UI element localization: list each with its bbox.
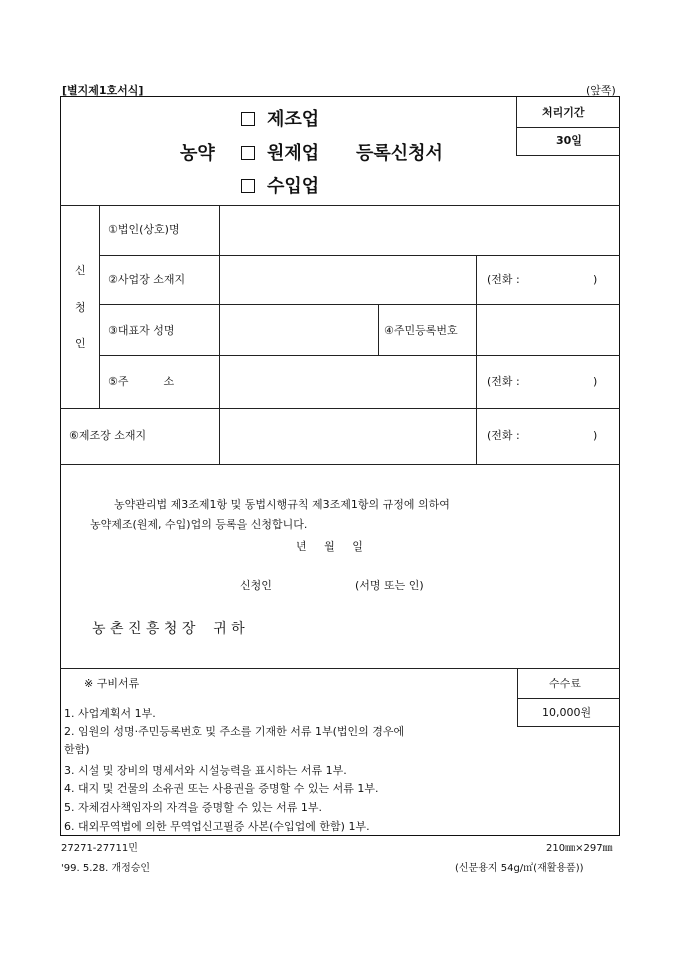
document-item-6: 6. 대외무역법에 의한 무역업신고필증 사본(수입업에 한함) 1부. xyxy=(64,820,370,833)
corp-name-label: ①법인(상호)명 xyxy=(108,223,180,236)
address-phone-label: (전화 : xyxy=(487,375,520,388)
applicant-side-3: 인 xyxy=(75,337,86,350)
document-item-3: 3. 시설 및 장비의 명세서와 시설능력을 표시하는 서류 1부. xyxy=(64,764,347,777)
address-label: ⑤주 소 xyxy=(108,375,175,388)
rep-name-field[interactable] xyxy=(220,305,377,354)
business-phone-close: ) xyxy=(593,273,598,286)
document-item-2: 2. 임원의 성명·주민등록번호 및 주소를 기재한 서류 1부(법인의 경우에 xyxy=(64,725,405,738)
processing-value: 30일 xyxy=(556,134,582,147)
paper-spec: (신문용지 54g/㎡(재활용품)) xyxy=(455,863,584,874)
factory-location-label: ⑥제조장 소재지 xyxy=(69,429,147,442)
factory-phone-close: ) xyxy=(593,429,598,442)
option-import[interactable]: 수입업 xyxy=(241,176,319,198)
checkbox-manufacture[interactable] xyxy=(241,112,255,126)
factory-phone-field[interactable] xyxy=(530,420,588,448)
business-phone-label: (전화 : xyxy=(487,273,520,286)
address-field[interactable] xyxy=(220,356,475,407)
address-phone-field[interactable] xyxy=(530,366,588,394)
rep-name-label: ③대표자 성명 xyxy=(108,324,175,337)
business-address-field[interactable] xyxy=(220,256,475,303)
business-phone-field[interactable] xyxy=(530,266,588,292)
corp-name-field[interactable] xyxy=(220,206,619,254)
form-code: 27271-27711민 xyxy=(61,843,138,854)
address-phone-close: ) xyxy=(593,375,598,388)
resident-no-field[interactable] xyxy=(477,305,619,354)
title-suffix: 등록신청서 xyxy=(356,143,443,164)
document-item-4: 4. 대지 및 건물의 소유권 또는 사용권을 증명할 수 있는 서류 1부. xyxy=(64,782,379,795)
applicant-side-1: 신 xyxy=(75,264,86,277)
factory-location-field[interactable] xyxy=(220,409,475,463)
statement-line-1: 농약관리법 제3조제1항 및 동법시행규칙 제3조제1항의 규정에 의하여 xyxy=(114,498,450,511)
option-raw-material[interactable]: 원제업 xyxy=(241,143,319,165)
statement-line-2: 농약제조(원제, 수입)업의 등록을 신청합니다. xyxy=(90,518,308,531)
recipient: 농 촌 진 흥 청 장 귀 하 xyxy=(92,621,245,637)
paper-size: 210㎜×297㎜ xyxy=(546,843,613,854)
applicant-sign-field[interactable] xyxy=(282,574,348,596)
sign-hint: (서명 또는 인) xyxy=(355,579,424,592)
approval-date: '99. 5.28. 개정승인 xyxy=(61,863,151,874)
fee-value: 10,000원 xyxy=(542,706,592,719)
documents-header: ※ 구비서류 xyxy=(84,677,140,690)
business-address-label: ②사업장 소재지 xyxy=(108,273,186,286)
checkbox-import[interactable] xyxy=(241,179,255,193)
fee-label: 수수료 xyxy=(549,677,581,690)
factory-phone-label: (전화 : xyxy=(487,429,520,442)
checkbox-raw-material[interactable] xyxy=(241,146,255,160)
document-item-2-cont: 한함) xyxy=(64,743,90,756)
title-prefix: 농약 xyxy=(180,143,215,164)
form-label: [별지제1호서식] xyxy=(62,84,144,97)
page-side-label: (앞쪽) xyxy=(586,84,616,97)
date-line: 년 월 일 xyxy=(296,540,363,553)
processing-label: 처리기간 xyxy=(542,106,585,119)
document-item-1: 1. 사업계획서 1부. xyxy=(64,707,156,720)
resident-no-label: ④주민등록번호 xyxy=(384,324,458,337)
document-item-5: 5. 자체검사책임자의 자격을 증명할 수 있는 서류 1부. xyxy=(64,801,322,814)
applicant-side-2: 청 xyxy=(75,301,86,314)
option-manufacture[interactable]: 제조업 xyxy=(241,109,319,131)
applicant-sign-label: 신청인 xyxy=(240,579,272,592)
